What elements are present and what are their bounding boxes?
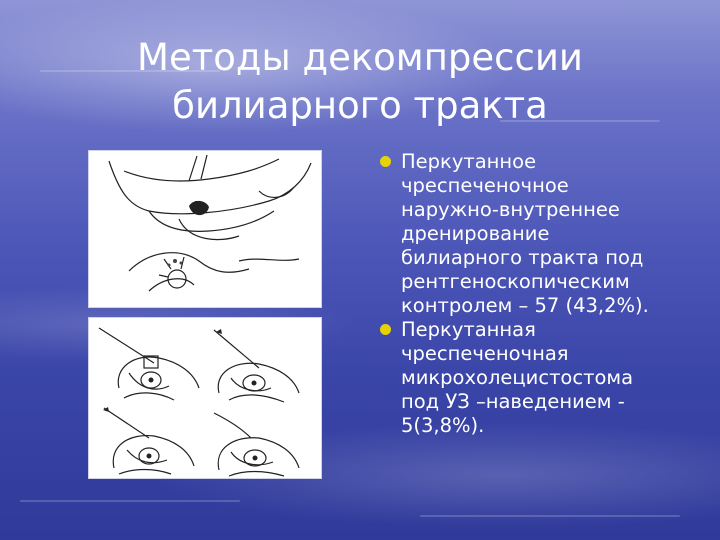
bullet-line: наружно-внутреннее xyxy=(401,198,620,221)
bullet-dot-icon xyxy=(380,324,391,335)
bullet-line: Перкутанное xyxy=(401,150,537,173)
title-line-2: билиарного тракта xyxy=(172,84,548,127)
slide-title xyxy=(100,34,620,130)
drainage-illustration xyxy=(88,150,322,308)
bullet-line: чреспеченочное xyxy=(401,174,569,197)
bullet-line: чреспеченочная xyxy=(401,342,569,365)
bullet-line: под УЗ –наведением - xyxy=(401,390,625,413)
bullet-line: билиарного тракта под xyxy=(401,246,644,269)
bullet-item-drainage xyxy=(380,150,710,318)
bullet-line: микрохолецистостома xyxy=(401,366,634,389)
bullet-item-microcholecystostomy xyxy=(380,318,710,438)
bullet-dot-icon xyxy=(380,156,391,167)
microcholecystostomy-illustration xyxy=(88,317,322,479)
bullet-line: 5(3,8%). xyxy=(401,414,485,437)
title-line-1: Методы декомпрессии xyxy=(137,36,583,79)
bullet-line: рентгеноскопическим xyxy=(401,270,630,293)
drainage-sketch xyxy=(89,151,321,307)
background-streak xyxy=(20,500,240,502)
background-streak xyxy=(420,515,680,517)
microcholecystostomy-sketch xyxy=(89,318,321,478)
bullet-line: контролем – 57 (43,2%). xyxy=(401,294,649,317)
bullet-line: дренирование xyxy=(401,222,550,245)
bullet-line: Перкутанная xyxy=(401,318,536,341)
bullet-list xyxy=(380,150,710,438)
